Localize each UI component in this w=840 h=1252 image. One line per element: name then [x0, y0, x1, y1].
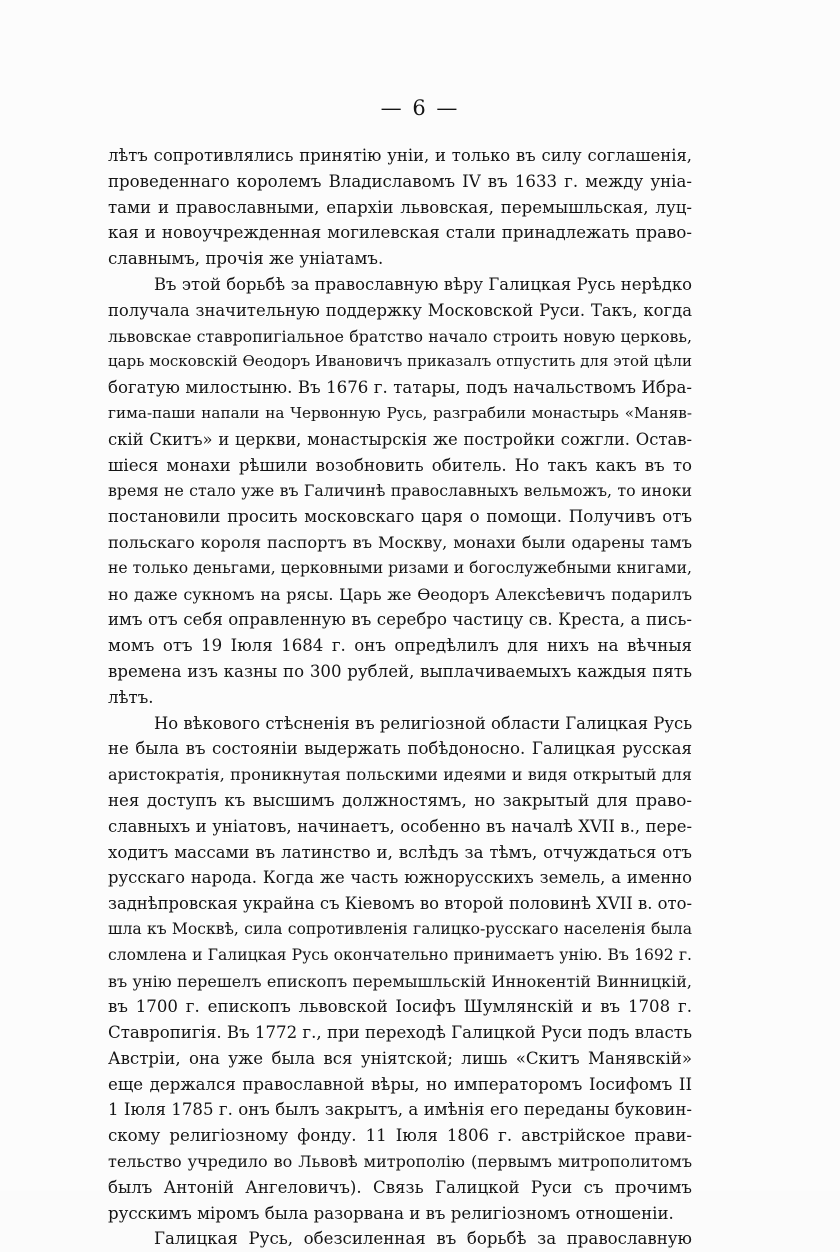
text-line: славнымъ, прочія же уніатамъ.: [108, 249, 384, 269]
text-line: лѣтъ.: [108, 687, 154, 707]
text-line: славныхъ и уніатовъ, начинаетъ, особенно въ началѣ XVII в., пере-: [108, 816, 692, 836]
paragraph: [108, 711, 692, 1227]
text-line: богатую милостыню. Въ 1676 г. татары, подъ начальствомъ Ибра-: [108, 378, 692, 398]
text-line: былъ Антоній Ангеловичъ). Связь Галицкой Руси съ прочимъ: [108, 1177, 692, 1197]
text-line: русскимъ міромъ была разорвана и въ религіозномъ отношеніи.: [108, 1203, 674, 1223]
text-line: получала значительную поддержку Московской Руси. Такъ, когда: [108, 300, 692, 320]
text-line: львовскае ставропигіальное братство начало строить новую церковь,: [108, 326, 692, 346]
text-line: постановили просить московскаго царя о помощи. Получивъ отъ: [108, 507, 692, 527]
page-number: — 6 —: [380, 96, 460, 120]
text-line: скій Скитъ» и церкви, монастырскія же постройки сожгли. Остав-: [108, 429, 692, 449]
text-line: имъ отъ себя оправленную въ серебро частицу св. Креста, а пись-: [108, 610, 692, 630]
text-line: царь московскій Ѳеодоръ Ивановичъ приказалъ отпустить для этой цѣли: [108, 352, 692, 371]
text-line: ходитъ массами въ латинство и, вслѣдъ за тѣмъ, отчуждаться отъ: [108, 842, 692, 862]
text-line: Въ этой борьбѣ за православную вѣру Галицкая Русь нерѣдко: [154, 274, 692, 294]
text-line: скому религіозному фонду. 11 Іюля 1806 г. австрійское прави-: [108, 1126, 692, 1146]
text-line: кая и новоучрежденная могилевская стали принадлежать право-: [108, 223, 692, 243]
text-line: шла къ Москвѣ, сила сопротивленія галицко-русскаго населенія была: [108, 919, 692, 938]
text-line: Ставропигія. Въ 1772 г., при переходѣ Галицкой Руси подъ власть: [108, 1023, 692, 1043]
text-line: польскаго короля паспортъ въ Москву, монахи были одарены тамъ: [108, 532, 692, 552]
text-line: заднѣпровская украйна съ Кіевомъ во второй половинѣ XVII в. ото-: [108, 894, 692, 914]
text-line: гима-паши напали на Червонную Русь, разграбили монастырь «Маняв-: [108, 403, 692, 422]
text-line: момъ отъ 19 Іюля 1684 г. онъ опредѣлилъ для нихъ на вѣчныя: [108, 636, 692, 656]
text-line: но даже сукномъ на рясы. Царь же Ѳеодоръ Алексѣевичъ подарилъ: [108, 584, 692, 604]
text-line: не только деньгами, церковными ризами и богослужебными книгами,: [108, 558, 692, 577]
text-line: тельство учредило во Львовѣ митрополію (первымъ митрополитомъ: [108, 1152, 692, 1172]
text-line: времена изъ казны по 300 рублей, выплачиваемыхъ каждыя пять: [108, 661, 692, 681]
text-line: не была въ состояніи выдержать побѣдоносно. Галицкая русская: [108, 739, 692, 759]
text-line: еще держался православной вѣры, но императоромъ Іосифомъ II: [108, 1074, 692, 1094]
text-line: въ 1700 г. епископъ львовской Іосифъ Шумлянскій и въ 1708 г.: [108, 997, 692, 1017]
text-line: 1 Іюля 1785 г. онъ былъ закрытъ, а имѣнія его переданы буковин-: [108, 1100, 692, 1120]
text-line: Но вѣкового стѣсненія въ религіозной области Галицкая Русь: [154, 713, 692, 733]
paragraph: [108, 1226, 692, 1252]
text-line: время не стало уже въ Галичинѣ православныхъ вельможъ, то иноки: [108, 481, 692, 501]
text-line: Галицкая Русь, обезсиленная въ борьбѣ за православную: [154, 1229, 692, 1249]
text-line: шіеся монахи рѣшили возобновить обитель. Но такъ какъ въ то: [108, 455, 692, 475]
text-line: тами и православными, епархіи львовская, перемышльская, луц-: [108, 197, 692, 217]
text-line: Австріи, она уже была вся уніятской; лишь «Скитъ Манявскій»: [108, 1048, 692, 1068]
body-text: [108, 143, 692, 1252]
text-line: проведеннаго королемъ Владиславомъ IV въ 1633 г. между уніа-: [108, 171, 692, 191]
text-line: лѣтъ сопротивлялись принятію уніи, и только въ силу соглашенія,: [108, 146, 692, 165]
text-line: сломлена и Галицкая Русь окончательно принимаетъ унію. Въ 1692 г.: [108, 945, 692, 964]
text-line: аристократія, проникнутая польскими идеями и видя открытый для: [108, 765, 692, 785]
text-line: нея доступъ къ высшимъ должностямъ, но закрытый для право-: [108, 790, 692, 810]
text-line: въ унію перешелъ епископъ перемышльскій Иннокентій Винницкій,: [108, 971, 692, 991]
text-line: русскаго народа. Когда же часть южнорусскихъ земель, а именно: [108, 868, 692, 888]
paragraph: [108, 272, 692, 711]
paragraph: [108, 143, 692, 272]
